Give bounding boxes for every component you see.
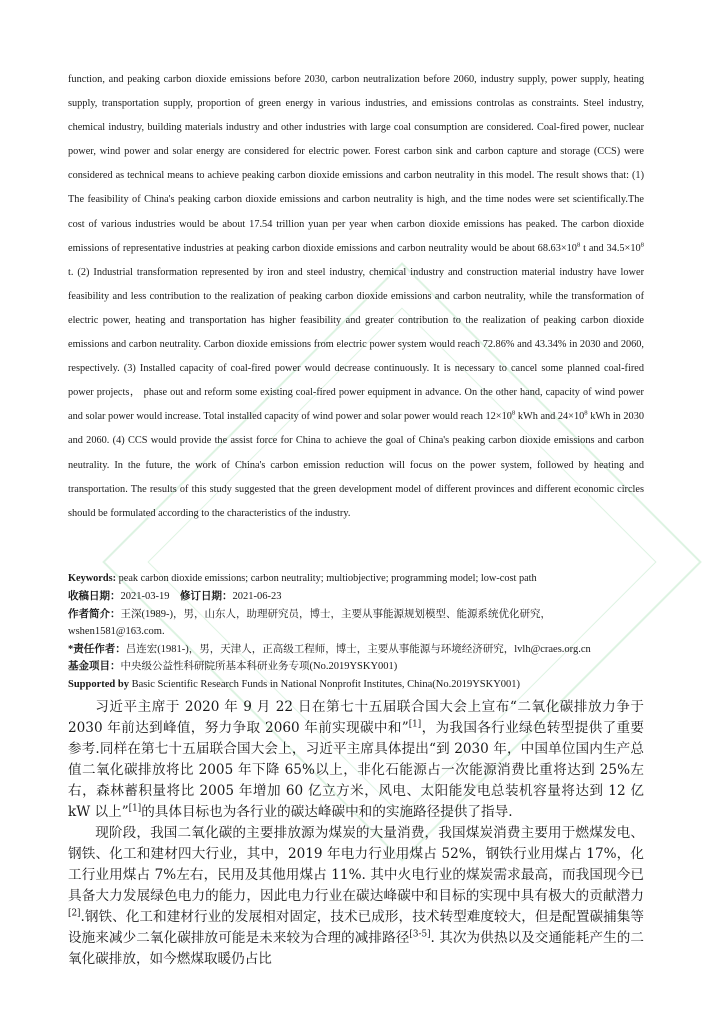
abstract-text: function, and peaking carbon dioxide emissions before 2030, carbon neutralization before 2060, industry supply, power supply, heating supply, transportation supply, proportion of green energy in various industries, and emissions controlas as constraints. Steel industry, chemical industry, building materials industry and other industries with large coal consumption are considered. Coal-fired power, nuclear power, wind power and solar energy are considered for electric power. Forest carbon sink and carbon capture and storage (CCS) were considered as technical means to achieve peaking carbon dioxide emissions and carbon neutrality in this model. The result shows that: (1) The feasibility of China's peaking carbon dioxide emissions and carbon neutrality is high, and the time nodes were set scientifically.The cost of various industries would be about 17.54 trillion yuan per year when carbon dioxide emissions has peaked. The carbon dioxide emissions of representative industries at peaking carbon dioxide emissions and carbon neutrality would be about $68.63\times 10^8$ t and $34.5\times 10^8$ t. (2) Industrial transformation represented by iron and steel industry, chemical industry and construction material industry have lower feasibility and less contribution to the realization of peaking carbon dioxide emissions and carbon neutrality, while the transformation of electric power, heating and transportation has higher feasibility and greater contribution to the realization of peaking carbon dioxide emissions and carbon neutrality. Carbon dioxide emissions from electric power system would reach 72.86% and 43.34% in 2030 and 2060, respectively. (3) Installed capacity of coal-fired power would decrease continuously. It is necessary to cancel some planned coal-fired power projects， phase out and reform some existing coal-fired power equipment in advance. On the other hand, capacity of wind power and solar power would increase. Total installed capacity of wind power and solar power would reach $12\times 10^8$ kWh and $24\times 10^8$ kWh in 2030 and 2060. (4) CCS would provide the assist force for China to achieve the goal of China's peaking carbon dioxide emissions and carbon neutrality. In the future, the work of China's carbon emission reduction will focus on the power system, followed by heating and transportation. The results of this study suggested that the green development model of different provinces and different economic circles should be formulated according to the characteristics of the industry. <box>68 74 645 519</box>
article-metadata <box>68 588 644 694</box>
keywords-label: Keywords: <box>68 573 117 584</box>
body-text <box>68 697 644 970</box>
author-info: 作者简介：王深(1989-)，男，山东人，助理研究员，博士，主要从事能源规划模型、能源系统优化研究，wshen1581@163.com. <box>68 608 551 638</box>
paragraph: 现阶段，我国二氧化碳的主要排放源为煤炭的大量消费，我国煤炭消费主要用于燃煤发电、钢铁、化工和建材四大行业，其中，2019 年电力行业用煤占 52%，钢铁行业用煤占 17%，化工行业用煤占 7%左右，民用及其他用煤占 11%. 其中火电行业的煤炭需求最高，而我国现今已具备大力发展绿色电力的能力，因此电力行业在碳达峰碳中和目标的实现中具有极大的贡献潜力[2].钢铁、化工和建材行业的发展相对固定，技术已成形，技术转型难度较大，但是配置碳捕集等设施来减少二氧化碳排放可能是未来较为合理的减排路径[3-5]. 其次为供热以及交通能耗产生的二氧化碳排放，如今燃煤取暖仍占比 <box>68 825 644 967</box>
supported-by: Supported by Basic Scientific Research Funds in National Nonprofit Institutes, China(No.2019YSKY001) <box>68 678 521 690</box>
received-date: 2021-03-19 <box>120 591 170 602</box>
fund-info: 基金项目：中央级公益性科研院所基本科研业务专项(No.2019YSKY001) <box>68 661 398 673</box>
citation: [2] <box>68 908 81 919</box>
citation: [1] <box>408 719 422 730</box>
corresponding-author: *责任作者：吕连宏(1981-)，男，天津人，正高级工程师，博士，主要从事能源与环境经济研究，lvlh@craes.org.cn <box>68 643 591 655</box>
paragraph: 习近平主席于 2020 年 9 月 22 日在第七十五届联合国大会上宣布“二氧化碳排放力争于 2030 年前达到峰值，努力争取 2060 年前实现碳中和”[1]，为我国各行业绿色转型提供了重要参考.同样在第七十五届联合国大会上，习近平主席具体提出“到 2030 年，中国单位国内生产总值二氧化碳排放将比 2005 年下降 65%以上，非化石能源占一次能源消费比重将达到 25%左右，森林蓄积量将比 2005 年增加 60 亿立方米，风电、太阳能发电总装机容量将达到 12 亿 kW 以上”[1]的具体目标也为各行业的碳达峰碳中和的实施路径提供了指导. <box>68 699 645 820</box>
citation: [1] <box>128 803 142 814</box>
keywords <box>68 571 644 587</box>
dates-row: 收稿日期：2021-03-19 修订日期：2021-06-23 <box>68 591 282 602</box>
citation: [3-5] <box>409 929 431 940</box>
revised-date: 2021-06-23 <box>232 591 282 602</box>
keywords-text: peak carbon dioxide emissions; carbon neutrality; multiobjective; programming model; low-cost path <box>116 573 537 584</box>
